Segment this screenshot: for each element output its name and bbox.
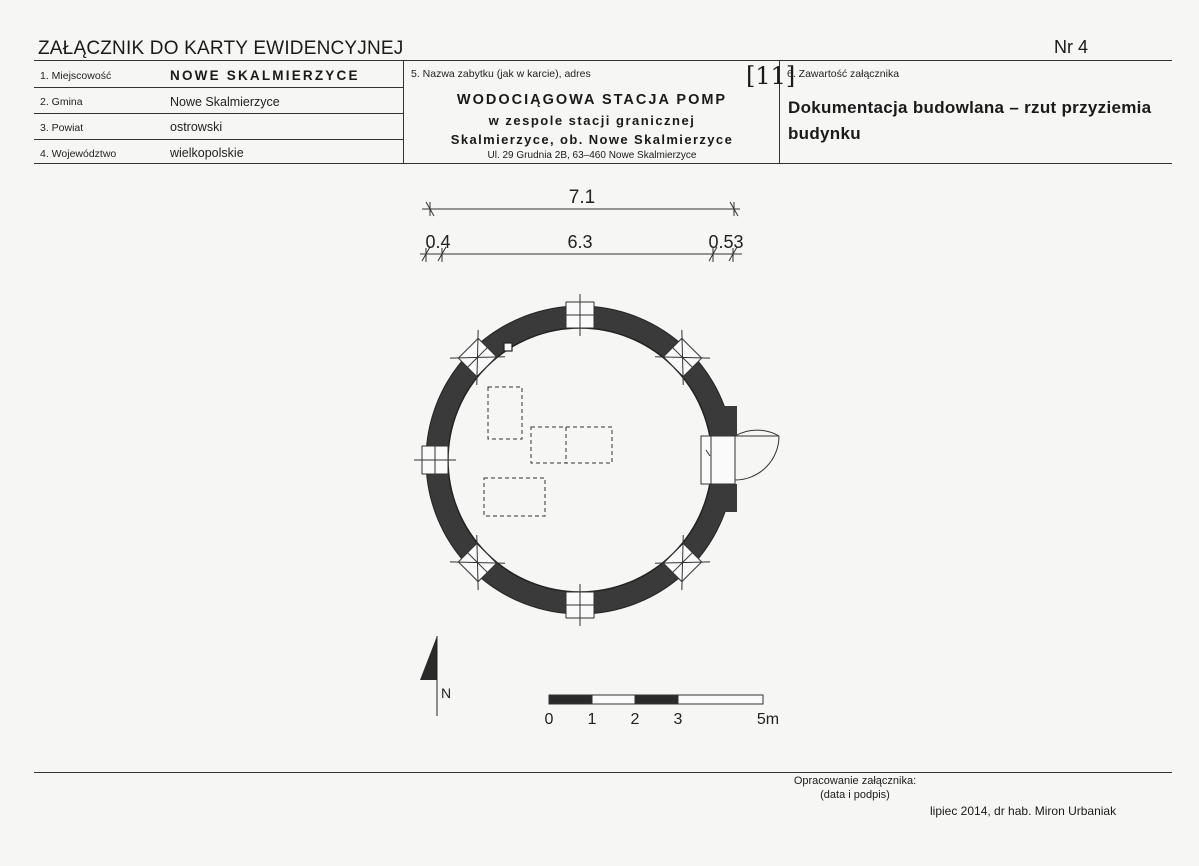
- scale-label: 2: [630, 711, 640, 728]
- field-value-miejscowosc: NOWE SKALMIERZYCE: [170, 68, 360, 83]
- date-sign-label: (data i podpis): [820, 789, 890, 801]
- footer-rule: [34, 772, 1172, 773]
- signature-text: lipiec 2014, dr hab. Miron Urbaniak: [930, 804, 1117, 818]
- equipment-outlines: [484, 387, 612, 516]
- field-label-wojewodztwo: 4. Województwo: [40, 148, 117, 160]
- dimension-right-label: 0.53: [708, 232, 744, 252]
- field-label-powiat: 3. Powiat: [40, 122, 84, 134]
- north-arrow-icon: [420, 636, 437, 716]
- page-title: ZAŁĄCZNIK DO KARTY EWIDENCYJNEJ: [38, 38, 404, 59]
- dimension-total-label: 7.1: [568, 187, 596, 208]
- monument-name: WODOCIĄGOWA STACJA POMP: [456, 92, 728, 108]
- field-label-gmina: 2. Gmina: [40, 96, 83, 108]
- chimney-opening: [504, 343, 512, 351]
- scale-labels: [545, 711, 780, 728]
- attachment-number: Nr 4: [1054, 37, 1089, 57]
- field-value-wojewodztwo: wielkopolskie: [170, 146, 244, 160]
- prepared-label: Opracowanie załącznika:: [793, 775, 917, 787]
- dimension-left-label: 0.4: [425, 232, 451, 252]
- field-value-gmina: Nowe Skalmierzyce: [170, 95, 280, 109]
- monument-subtitle: w zespole stacji granicznej: [488, 113, 696, 128]
- scale-label: 5m: [756, 711, 780, 728]
- north-label: N: [441, 685, 452, 701]
- monument-place: Skalmierzyce, ob. Nowe Skalmierzyce: [450, 132, 734, 147]
- entrance-door: [701, 430, 779, 484]
- content-description: Dokumentacja budowlana – rzut przyziemia budynku: [788, 98, 1152, 143]
- content-label: 6. Zawartość załącznika: [787, 68, 900, 80]
- dimension-middle-label: 6.3: [567, 232, 593, 252]
- field-value-powiat: ostrowski: [170, 120, 223, 134]
- scale-label: 1: [587, 711, 597, 728]
- scale-label: 0: [544, 711, 554, 728]
- monument-address: Ul. 29 Grudnia 2B, 63–460 Nowe Skalmierzyce: [487, 150, 697, 161]
- monument-label: 5. Nazwa zabytku (jak w karcie), adres: [411, 68, 591, 80]
- scale-bar: [549, 695, 763, 704]
- field-label-miejscowosc: 1. Miejscowość: [40, 70, 112, 82]
- registry-stamp: [11]: [746, 62, 796, 90]
- scale-label: 3: [673, 711, 683, 728]
